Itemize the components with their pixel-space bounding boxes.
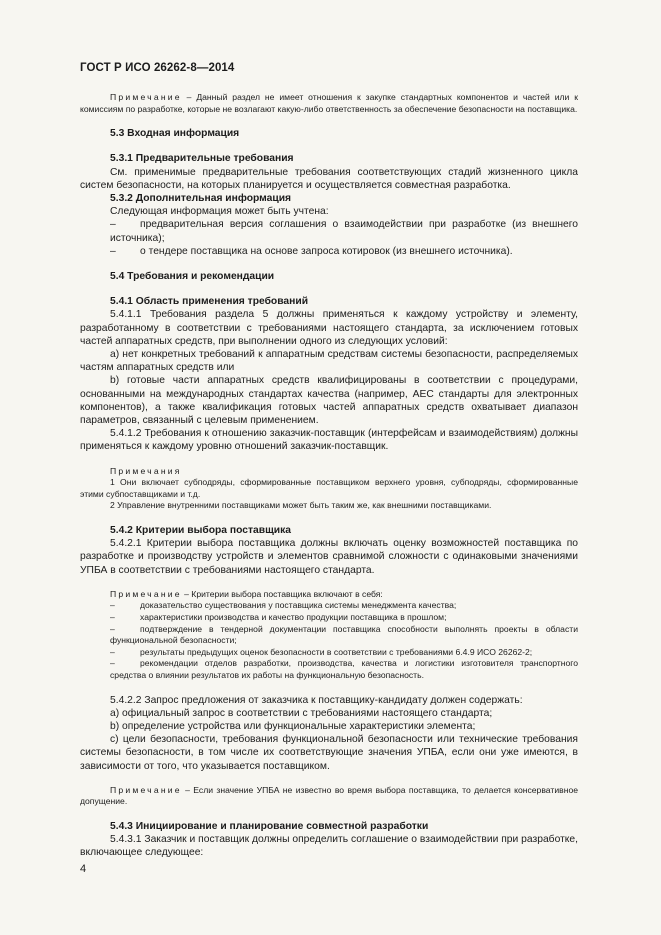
section-5-3-2-heading: 5.3.2 Дополнительная информация: [110, 193, 292, 204]
list-item: – подтверждение в тендерной документации поставщика способности выполнять проекты в области функциональной безопасности;: [110, 623, 578, 646]
paragraph-5-4-1-1: 5.4.1.1 Требования раздела 5 должны применяться к каждому устройству и элементу, разработанному в соответствии с требованиями настоящего стандарта, за исключением готовых частей аппаратных средств, при выполнении одного из следующих условий:: [80, 309, 578, 347]
note-label: Примечание: [110, 784, 182, 795]
list-item: – о тендере поставщика на основе запроса котировок (из внешнего источника).: [110, 245, 513, 257]
notes-label: Примечания: [110, 465, 182, 476]
paragraph-5-4-2-2: 5.4.2.2 Запрос предложения от заказчика к поставщику-кандидату должен содержать:: [110, 694, 523, 706]
list-item: – рекомендации отделов разработки, производства, качества и логистики изготовителя транспортного средства о влиянии результатов их работы на функциональную безопасность.: [110, 658, 578, 680]
note-scope: Примечание – Данный раздел не имеет отношения к закупке стандартных компонентов и частей или к комиссиям по разработке, которые не возлагают какую-либо ответственность за обеспечение безопасности на поставщика.: [80, 92, 578, 114]
list-item: – доказательство существования у поставщика системы менеджмента качества;: [110, 600, 457, 611]
note-label: Примечание: [110, 92, 182, 102]
note-label: Примечание: [110, 588, 182, 599]
list-item: – результаты предыдущих оценок безопасности в соответствии с требованиями 6.4.9 ИСО 26262-2;: [110, 646, 533, 657]
list-item: – характеристики производства и качество продукции поставщика в прошлом;: [110, 612, 447, 623]
note-item-1: 1 Они включает субподряды, сформированные поставщиком верхнего уровня, субподряды, сформированные этими субпоставщиками и т.д.: [80, 477, 578, 499]
document-code-header: ГОСТ Р ИСО 26262-8—2014: [80, 62, 235, 74]
page-number: 4: [80, 863, 87, 875]
paragraph-5-4-2-2-b: b) определение устройства или функциональные характеристики элемента;: [110, 721, 476, 732]
section-5-4-2-heading: 5.4.2 Критерии выбора поставщика: [110, 525, 291, 537]
list-item: – предварительная версия соглашения о взаимодействии при разработке (из внешнего источника);: [110, 219, 578, 244]
paragraph-5-4-2-2-a: a) официальный запрос в соответствии с требованиями настоящего стандарта;: [110, 707, 493, 719]
note-selection-criteria: Примечание – Критерии выбора поставщика включают в себя:: [110, 588, 383, 599]
paragraph-5-3-2: Следующая информация может быть учтена:: [110, 206, 329, 218]
paragraph-5-4-2-1: 5.4.2.1 Критерии выбора поставщика должны включать оценку возможностей поставщика по разработке и производству устройств и элементов сравнимой сложности с одинаковыми значениями УПБА в соответствии с требованиями настоящего стандарта.: [80, 538, 578, 576]
section-5-3-1-heading: 5.3.1 Предварительные требования: [110, 153, 294, 165]
paragraph-5-4-1-1-b: b) готовые части аппаратных средств квалифицированы в соответствии с процедурами, основанными на международных стандартах качества (например, АЕС стандарты для электронных компонентов), а также квалификация готовых частей аппаратных средств охватывает диапазон параметров, связанный с целевым применением.: [80, 375, 578, 427]
paragraph-5-4-2-2-c: c) цели безопасности, требования функциональной безопасности или технические требования системы безопасности, в том числе их соответствующие значения УПБА, если они уже имеются, в зависимости от того, что указывается поставщиком.: [80, 734, 578, 772]
paragraph-5-4-3-1: 5.4.3.1 Заказчик и поставщик должны определить соглашение о взаимодействии при разработке, включающее следующее:: [80, 834, 578, 859]
page-content: [80, 92, 578, 860]
section-5-4-3-heading: 5.4.3 Инициирование и планирование совместной разработки: [110, 821, 429, 832]
paragraph-5-4-1-1-a: a) нет конкретных требований к аппаратным средствам системы безопасности, распределяемых частям аппаратных средств или: [80, 349, 578, 374]
section-5-4-heading: 5.4 Требования и рекомендации: [110, 271, 275, 283]
section-5-4-1-heading: 5.4.1 Область применения требований: [110, 296, 309, 308]
paragraph-5-4-1-2: 5.4.1.2 Требования к отношению заказчик-поставщик (интерфейсам и взаимодействиям) должны применяться к каждому уровню отношений заказчик-поставщик.: [80, 428, 578, 453]
paragraph-5-3-1: См. применимые предварительные требования соответствующих стадий жизненного цикла систем безопасности, на которых планируется и осуществляется совместная разработка.: [80, 166, 578, 191]
note-asil-unknown: Примечание – Если значение УПБА не известно во время выбора поставщика, то делается консервативное допущение.: [80, 784, 578, 807]
note-item-2: 2 Управление внутренними поставщиками может быть таким же, как внешними поставщиками.: [110, 500, 492, 511]
section-5-3-heading: 5.3 Входная информация: [110, 128, 240, 140]
